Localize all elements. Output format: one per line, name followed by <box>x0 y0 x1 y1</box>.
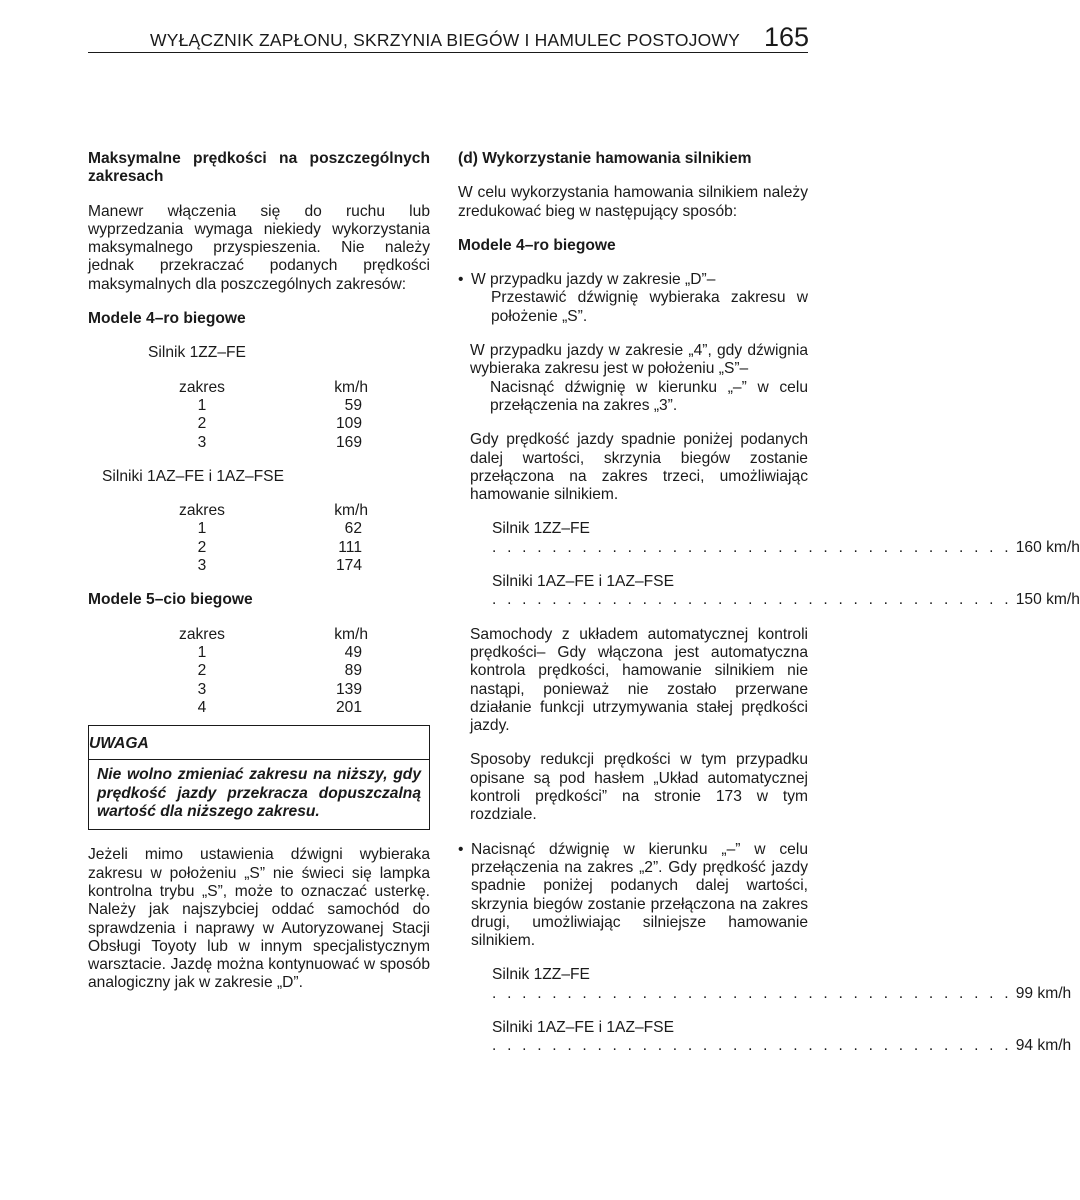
paragraph-range-4 <box>458 342 808 415</box>
column-header-kmh: km/h <box>334 625 368 643</box>
engine-braking-intro: W celu wykorzystania hamowania silnikiem należy zredukować bieg w następujący sposób: <box>458 184 808 220</box>
paragraph-downshift-3: Gdy prędkość jazdy spadnie poniżej podanych dalej wartości, skrzynia biegów zostanie przełączona na zakres trzeci, umożliwiając hamowanie silnikiem. <box>470 431 808 504</box>
paragraph-cruise-reference: Sposoby redukcji prędkości w tym przypadku opisane są pod hasłem „Układ automatycznej kontroli prędkości” na stronie 173 w tym rozdziale. <box>470 751 808 824</box>
table-cell: 3 <box>197 680 207 698</box>
left-column <box>88 150 430 993</box>
models-5-speed-heading: Modele 5–cio biegowe <box>88 591 253 609</box>
bullet-item-range-2 <box>458 841 808 951</box>
bullet-instruction: Przestawić dźwignię wybieraka zakresu w położenie „S”. <box>491 289 808 325</box>
table-cell: 2 <box>197 538 207 556</box>
table-cell: 62 <box>344 520 362 538</box>
table-cell: 109 <box>335 415 362 433</box>
paragraph-cruise-control: Samochody z układem automatycznej kontroli prędkości– Gdy włączona jest automatyczna kontrola prędkości, hamowanie silnikiem nie nastąpi, ponieważ nie zostało przerwane działanie funkcji utrzymywania stałej prędkości jazdy. <box>470 625 808 735</box>
speed-table-5-speed <box>146 626 430 717</box>
right-column <box>458 150 1080 1056</box>
leader-dots: . . . . . . . . . . . . . . . . . . . . . . . . . . . . . . . . . . . <box>492 984 1012 1002</box>
section-heading-max-speeds: Maksymalne prędkości na poszczególnych zakresach <box>88 150 430 186</box>
table-cell: 174 <box>335 557 362 575</box>
speed-value: 99 km/h <box>1015 984 1072 1002</box>
bullet-text: Nacisnąć dźwignię w kierunku „–” w celu przełączenia na zakres „2”. Gdy prędkość jazdy spadnie poniżej podanych dalej wartości, skrzynia biegów zostanie przełączona na zakres drugi, umożliwiając silniejsze hamowanie silnikiem. <box>471 840 808 950</box>
leader-dots: . . . . . . . . . . . . . . . . . . . . . . . . . . . . . . . . . . . <box>492 1037 1012 1055</box>
table-cell: 1 <box>197 643 207 661</box>
engine-label-1az: Silniki 1AZ–FE i 1AZ–FSE <box>102 467 284 485</box>
models-4-speed-heading-right: Modele 4–ro biegowe <box>458 236 616 254</box>
bullet-line: W przypadku jazdy w zakresie „D”– <box>471 271 716 289</box>
table-cell: 49 <box>344 643 362 661</box>
speed-engine-label: Silnik 1ZZ–FE <box>492 520 590 538</box>
page-header-title: WYŁĄCZNIK ZAPŁONU, SKRZYNIA BIEGÓW I HAMULEC POSTOJOWY <box>150 30 741 50</box>
table-cell: 1 <box>197 520 207 538</box>
table-cell: 2 <box>197 415 207 433</box>
speed-value: 150 km/h <box>1015 591 1080 609</box>
column-header-range: zakres <box>179 378 225 396</box>
section-heading-engine-braking: (d) Wykorzystanie hamowania silnikiem <box>458 150 752 167</box>
speed-value: 160 km/h <box>1015 538 1080 556</box>
bullet-icon: • <box>458 840 464 858</box>
speed-table-1az <box>146 502 430 575</box>
column-header-range: zakres <box>179 625 225 643</box>
warning-box <box>88 725 430 830</box>
speed-item-1zz-99 <box>458 966 1072 1003</box>
table-cell: 111 <box>338 538 362 556</box>
table-cell: 3 <box>197 557 207 575</box>
table-cell: 201 <box>335 698 362 716</box>
table-cell: 4 <box>197 698 207 716</box>
engine-label-1zz: Silnik 1ZZ–FE <box>148 344 246 362</box>
table-cell: 139 <box>335 680 362 698</box>
warning-title: UWAGA <box>89 726 429 760</box>
column-header-kmh: km/h <box>334 378 368 396</box>
speed-engine-label: Silniki 1AZ–FE i 1AZ–FSE <box>492 1018 674 1036</box>
table-cell: 1 <box>197 396 207 414</box>
speed-item-1az-150 <box>458 573 1080 610</box>
paragraph-range-4-lead: W przypadku jazdy w zakresie „4”, gdy dźwignia wybieraka zakresu jest w położeniu „S”– <box>470 342 808 378</box>
header-rule <box>88 52 808 53</box>
leader-dots: . . . . . . . . . . . . . . . . . . . . . . . . . . . . . . . . . . . <box>492 538 1012 556</box>
table-cell: 169 <box>335 433 362 451</box>
speed-engine-label: Silniki 1AZ–FE i 1AZ–FSE <box>492 573 674 591</box>
table-cell: 3 <box>197 433 207 451</box>
table-cell: 2 <box>197 662 207 680</box>
paragraph-range-4-instruction: Nacisnąć dźwignię w kierunku „–” w celu przełączenia na zakres „3”. <box>490 378 808 414</box>
bullet-item-d-range <box>458 271 808 326</box>
bullet-icon: • <box>458 271 464 289</box>
speed-item-1az-94 <box>458 1018 1072 1056</box>
leader-dots: . . . . . . . . . . . . . . . . . . . . . . . . . . . . . . . . . . . <box>492 591 1012 609</box>
outro-paragraph: Jeżeli mimo ustawienia dźwigni wybieraka zakresu w położeniu „S” nie świeci się lampka kontrolna trybu „S”, może to oznaczać usterkę. Należy jak najszybciej oddać samochód do sprawdzenia i naprawy w Autoryzowanej Stacji Obsługi Toyoty lub w innym specjalistycznym warsztacie. Jazdę można kontynuować w sposób analogiczny jak w zakresie „D”. <box>88 846 430 992</box>
speed-value: 94 km/h <box>1015 1037 1072 1055</box>
speed-item-1zz-160 <box>458 520 1080 557</box>
warning-text: Nie wolno zmieniać zakresu na niższy, gdy prędkość jazdy przekracza dopuszczalną wartość dla niższego zakresu. <box>97 766 421 821</box>
intro-paragraph: Manewr włączenia się do ruchu lub wyprzedzania wymaga niekiedy wykorzystania maksymalnego przyspieszenia. Nie należy jednak przekraczać podanych prędkości maksymalnych dla poszczególnych zakresów: <box>88 202 430 293</box>
speed-engine-label: Silnik 1ZZ–FE <box>492 966 590 984</box>
speed-table-1zz <box>146 379 430 452</box>
models-4-speed-heading: Modele 4–ro biegowe <box>88 310 246 328</box>
table-cell: 89 <box>344 662 362 680</box>
column-header-range: zakres <box>179 502 225 520</box>
column-header-kmh: km/h <box>334 502 368 520</box>
page-number: 165 <box>764 22 810 52</box>
table-cell: 59 <box>344 396 362 414</box>
